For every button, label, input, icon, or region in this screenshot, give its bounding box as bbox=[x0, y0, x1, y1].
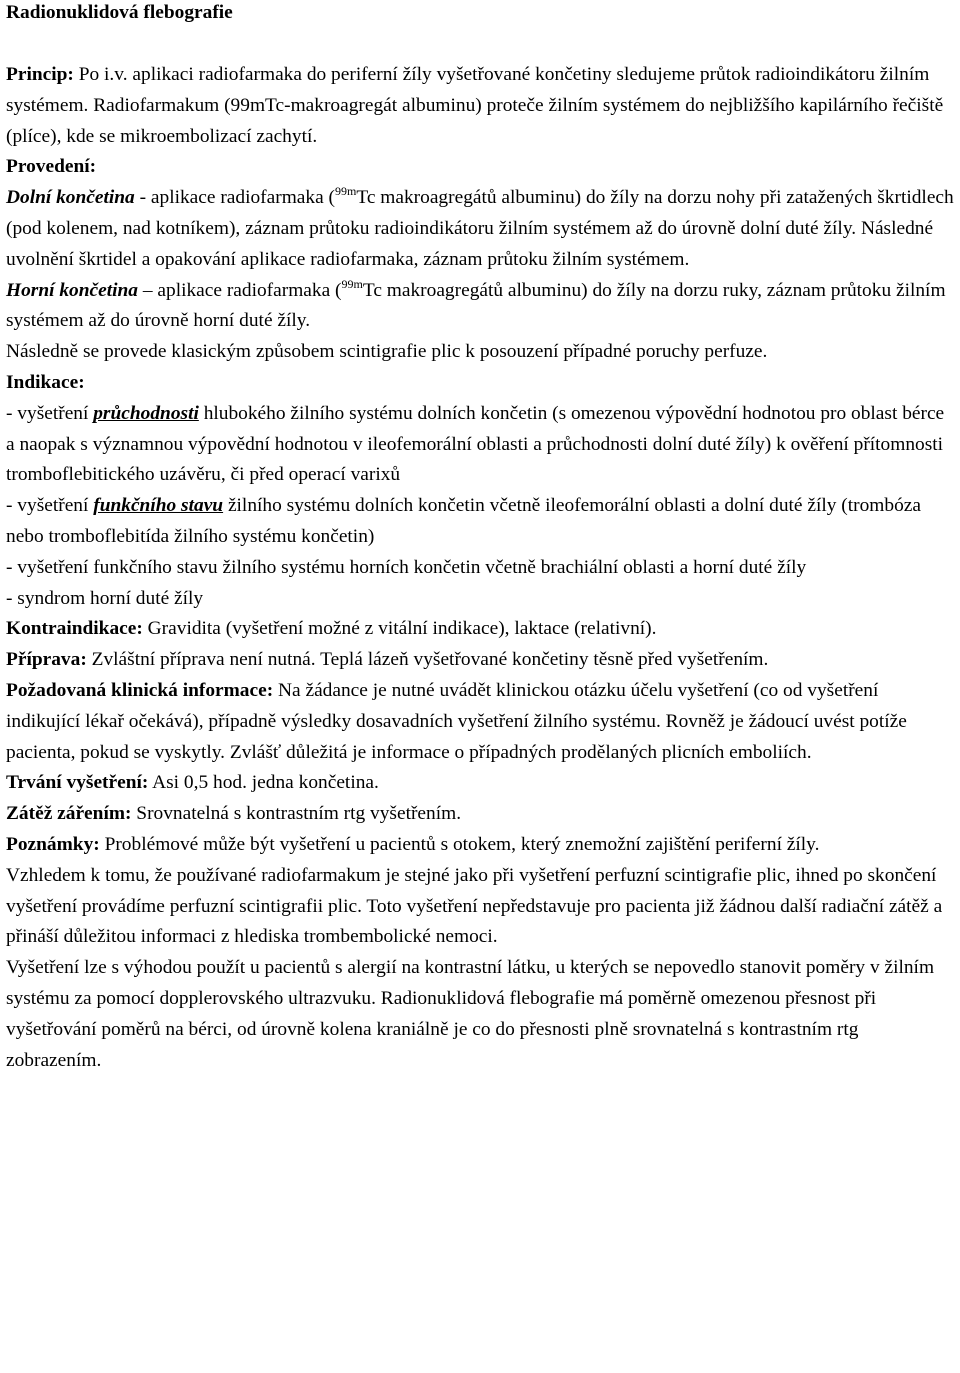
dolni-koncetina-paragraph bbox=[6, 183, 954, 275]
indikace-label: Indikace: bbox=[6, 371, 85, 393]
poznamky-label: Poznámky: bbox=[6, 833, 100, 855]
pozadovana-informace-text: Na žádance je nutné uvádět klinickou otázku účelu vyšetření (co od vyšetření indikující lékař očekává), případně výsledky dosavadních vyšetření žilního systému. Rovněž je žádoucí uvést potíže pacienta, pokud se vyskytly. Zvlášť důležitá je informace o případných prodělaných plicních emboliích. bbox=[6, 679, 907, 763]
document-title: Radionuklidová flebografie bbox=[6, 2, 233, 23]
horni-sup: 99m bbox=[341, 276, 363, 291]
indikace-item-1-em: průchodnosti bbox=[93, 402, 199, 424]
indikace-item-1-b: hlubokého žilního systému dolních končetin (s omezenou výpovědní hodnotou pro oblast bérce a naopak s významnou výpovědní hodnotou v ileofemorální oblasti a průchodnosti dolní duté žíly) k ověření přítomnosti tromboflebitického uzávěru, či před operací varixů bbox=[6, 402, 945, 486]
trvani-paragraph bbox=[6, 768, 954, 799]
horni-koncetina-paragraph bbox=[6, 276, 954, 338]
kontraindikace-text: Gravidita (vyšetření možné z vitální indikace), laktace (relativní). bbox=[142, 618, 657, 640]
indikace-item-2-a: - vyšetření bbox=[6, 495, 94, 517]
princip-paragraph bbox=[6, 60, 954, 152]
trvani-label: Trvání vyšetření: bbox=[6, 772, 149, 794]
priprava-label: Příprava: bbox=[6, 649, 87, 671]
indikace-item-1-a: - vyšetření bbox=[6, 402, 94, 424]
dolni-sup: 99m bbox=[335, 184, 357, 199]
poznamky-paragraph bbox=[6, 830, 954, 861]
pozadovana-informace-paragraph bbox=[6, 676, 954, 768]
poznamky-paragraph-3: Vyšetření lze s výhodou použít u pacientů s alergií na kontrastní látku, u kterých se nepovedlo stanovit poměry v žilním systému za pomocí dopplerovského ultrazvuku. Radionuklidová flebografie má poměrně omezenou přesnost při vyšetřování poměrů na bérci, od úrovně kolena kraniálně je co do přesnosti plně srovnatelná s kontrastním rtg zobrazením. bbox=[6, 957, 935, 1071]
provedeni-heading bbox=[6, 152, 954, 183]
dolni-text-a: - aplikace radiofarmaka ( bbox=[134, 187, 335, 209]
indikace-item-1 bbox=[6, 399, 954, 491]
kontraindikace-label: Kontraindikace: bbox=[6, 618, 143, 640]
horni-koncetina-label: Horní končetina bbox=[6, 279, 138, 301]
priprava-text: Zvláštní příprava není nutná. Teplá lázeň vyšetřované končetiny těsně před vyšetřením. bbox=[86, 649, 769, 671]
horni-text-a: – aplikace radiofarmaka ( bbox=[138, 279, 342, 301]
poznamky-paragraph-2: Vzhledem k tomu, že používané radiofarmakum je stejné jako při vyšetření perfuzní scintigrafie plic, ihned po skončení vyšetření provádíme perfuzní scintigrafii plic. Toto vyšetření nepředstavuje pro pacienta již žádnou další radiační zátěž a přináší důležitou informaci z hlediska trombembolické nemoci. bbox=[6, 864, 943, 948]
pozadovana-informace-label: Požadovaná klinická informace: bbox=[6, 679, 274, 701]
princip-label: Princip: bbox=[6, 64, 74, 85]
indikace-item-2-em: funkčního stavu bbox=[93, 495, 224, 517]
dolni-text-b: Tc makroagregátů albuminu) do žíly na dorzu nohy při zatažených škrtidlech (pod kolenem, nad kotníkem), záznam průtoku radioindikátoru žilním systémem až do úrovně dolní duté žíly. Následné uvolnění škrtidel a opakování aplikace radiofarmaka, záznam průtoku žilním systémem. bbox=[6, 187, 954, 270]
indikace-item-2 bbox=[6, 491, 954, 553]
indikace-item-4: - syndrom horní duté žíly bbox=[6, 587, 204, 609]
indikace-item-2-b: žilního systému dolních končetin včetně ileofemorální oblasti a dolní duté žíly (trombóza nebo tromboflebitída žilního systému končetin) bbox=[6, 495, 921, 547]
indikace-item-3: - vyšetření funkčního stavu žilního systému horních končetin včetně brachiální oblasti a horní duté žíly bbox=[6, 556, 807, 578]
priprava-paragraph bbox=[6, 645, 954, 676]
zatez-label: Zátěž zářením: bbox=[6, 803, 132, 825]
kontraindikace-paragraph bbox=[6, 614, 954, 645]
nasledne-paragraph: Následně se provede klasickým způsobem scintigrafie plic k posouzení případné poruchy perfuze. bbox=[6, 341, 768, 363]
trvani-text: Asi 0,5 hod. jedna končetina. bbox=[148, 772, 379, 794]
zatez-text: Srovnatelná s kontrastním rtg vyšetřením. bbox=[131, 803, 462, 825]
dolni-koncetina-label: Dolní končetina bbox=[6, 187, 135, 209]
poznamky-text: Problémové může být vyšetření u pacientů s otokem, který znemožní zajištění periferní žíly. bbox=[99, 833, 820, 855]
horni-text-b: Tc makroagregátů albuminu) do žíly na dorzu ruky, záznam průtoku žilním systémem až do úrovně horní duté žíly. bbox=[6, 279, 946, 332]
provedeni-label: Provedení: bbox=[6, 156, 97, 178]
indikace-heading bbox=[6, 368, 954, 399]
princip-text: Po i.v. aplikaci radiofarmaka do periferní žíly vyšetřované končetiny sledujeme průtok radioindikátoru žilním systémem. Radiofarmakum (99mTc-makroagregát albuminu) proteče žilním systémem do nejbližšího kapilárního řečiště (plíce), kde se mikroembolizací zachytí. bbox=[6, 64, 944, 147]
title-spacer bbox=[6, 26, 954, 60]
zatez-paragraph bbox=[6, 799, 954, 830]
